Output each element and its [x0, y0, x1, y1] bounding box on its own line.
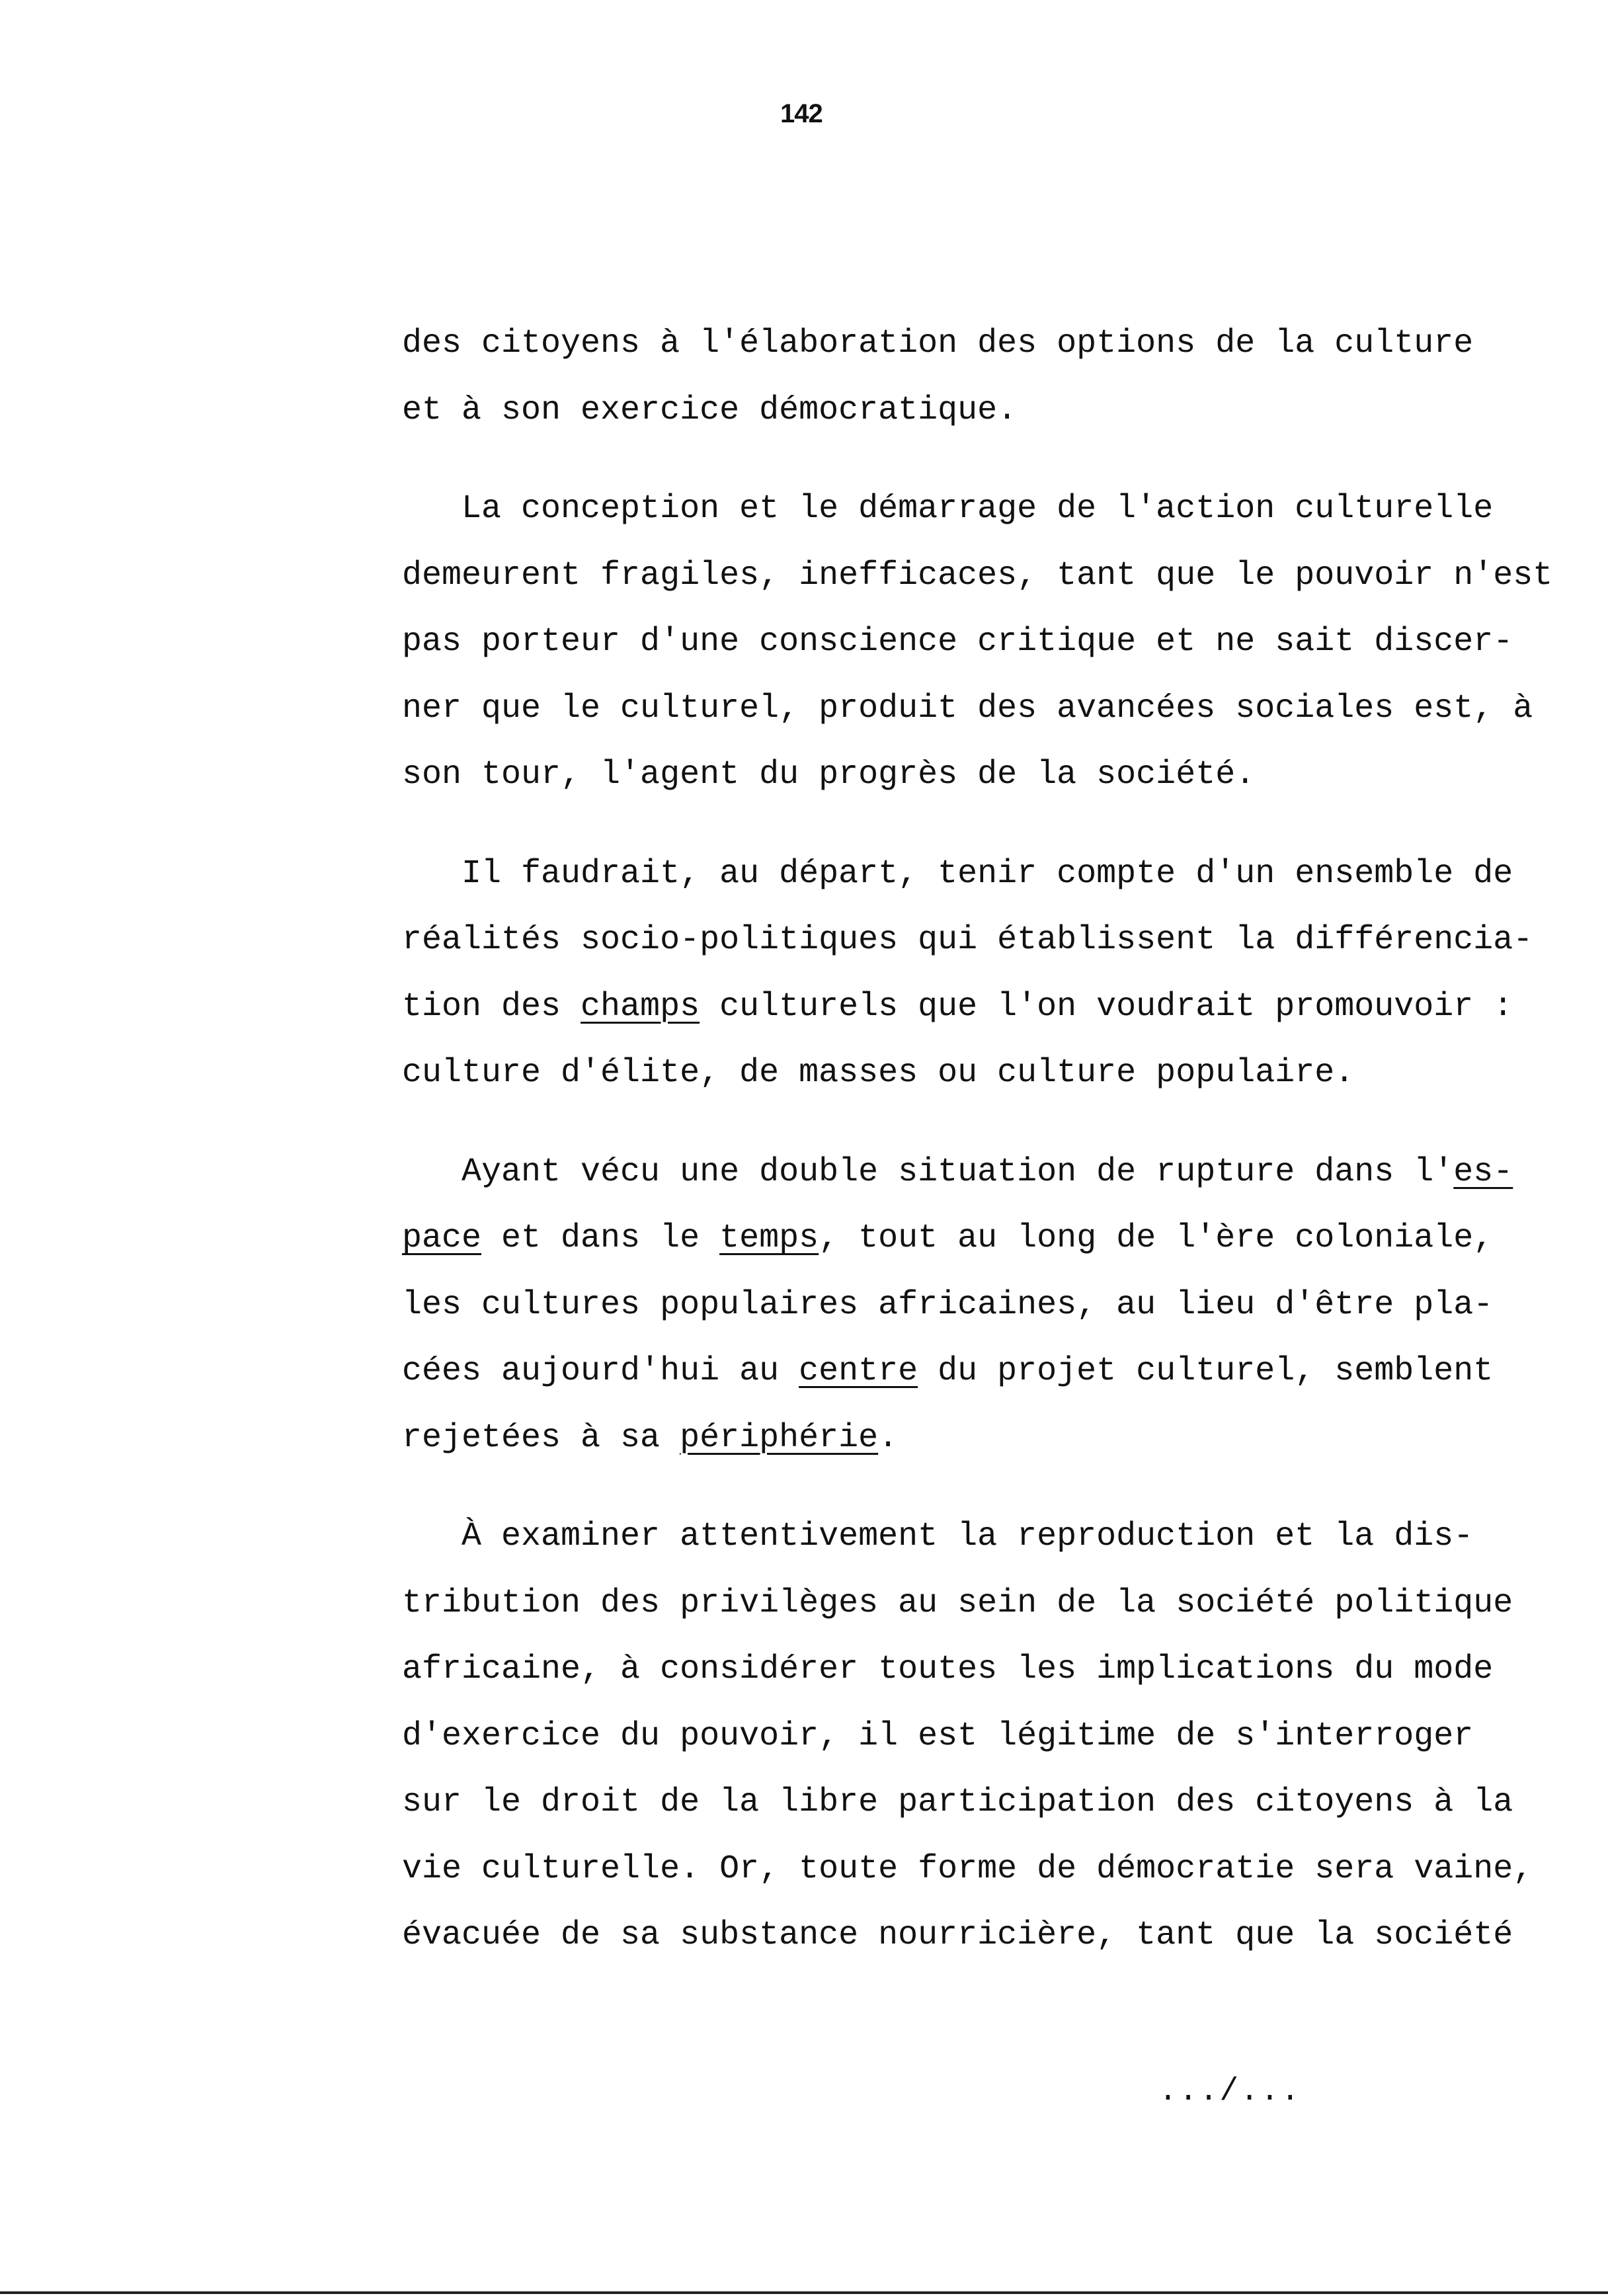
- text-line: [402, 1504, 1552, 1571]
- text-line: [402, 1040, 1552, 1107]
- text-line: [402, 1637, 1552, 1703]
- text-segment: sur le droit de la libre participation des citoyens à la: [402, 1784, 1513, 1821]
- paragraph: [402, 841, 1552, 1107]
- text-line: [402, 676, 1552, 743]
- page-number: 142: [780, 99, 823, 128]
- text-segment: des citoyens à l'élaboration des options de la culture: [402, 325, 1474, 362]
- underlined-word: champs: [581, 987, 700, 1026]
- text-line: [402, 1272, 1552, 1339]
- text-line: [402, 907, 1552, 974]
- text-segment: La conception et le démarrage de l'action culturelle: [402, 490, 1494, 528]
- text-segment: ner que le culturel, produit des avancées sociales est, à: [402, 689, 1533, 727]
- text-line: [402, 1703, 1552, 1770]
- text-segment: d'exercice du pouvoir, il est légitime de s'interroger: [402, 1717, 1474, 1755]
- paragraph: [402, 1139, 1552, 1472]
- text-segment: réalités socio-politiques qui établissent la différencia-: [402, 921, 1533, 959]
- text-segment: À examiner attentivement la reproduction et la dis-: [402, 1518, 1474, 1555]
- text-line: [402, 1206, 1552, 1272]
- text-line: [402, 742, 1552, 809]
- text-segment: les cultures populaires africaines, au lieu d'être pla-: [402, 1286, 1494, 1324]
- text-segment: cées aujourd'hui au: [402, 1352, 799, 1390]
- paragraph: [402, 1504, 1552, 1969]
- text-segment: évacuée de sa substance nourricière, tant que la société: [402, 1916, 1513, 1954]
- text-line: [402, 974, 1552, 1041]
- text-segment: culturels que l'on voudrait promouvoir :: [700, 987, 1513, 1026]
- text-segment: Ayant vécu une double situation de rupture dans l': [402, 1153, 1454, 1191]
- text-segment: africaine, à considérer toutes les implications du mode: [402, 1651, 1494, 1688]
- text-line: [402, 543, 1552, 610]
- underlined-word: temps: [719, 1219, 819, 1257]
- text-line: [402, 1139, 1552, 1206]
- text-segment: et à son exercice démocratique.: [402, 391, 1018, 429]
- paragraph: [402, 476, 1552, 809]
- text-segment: vie culturelle. Or, toute forme de démocratie sera vaine,: [402, 1850, 1533, 1888]
- underlined-word: es-: [1453, 1153, 1513, 1191]
- page-bottom-rule: [0, 2291, 1608, 2294]
- text-line: [402, 378, 1552, 444]
- text-segment: , tout au long de l'ère coloniale,: [819, 1219, 1494, 1257]
- text-segment: et dans le: [481, 1219, 720, 1257]
- text-line: [402, 1770, 1552, 1836]
- text-segment: demeurent fragiles, inefficaces, tant que le pouvoir n'est: [402, 556, 1553, 594]
- text-segment: son tour, l'agent du progrès de la société.: [402, 756, 1256, 794]
- body-text: [402, 311, 1552, 2002]
- text-segment: .: [878, 1418, 899, 1457]
- text-line: [402, 476, 1552, 543]
- text-line: [402, 1836, 1552, 1903]
- paragraph: [402, 311, 1552, 444]
- text-segment: tion des: [402, 987, 581, 1026]
- text-segment: pas porteur d'une conscience critique et ne sait discer-: [402, 623, 1513, 661]
- text-segment: culture d'élite, de masses ou culture populaire.: [402, 1054, 1355, 1092]
- text-line: [402, 609, 1552, 676]
- underlined-word: périphérie: [680, 1418, 879, 1457]
- text-line: [402, 311, 1552, 378]
- text-line: [402, 841, 1552, 908]
- text-segment: Il faudrait, au départ, tenir compte d'un ensemble de: [402, 854, 1513, 893]
- text-line: [402, 1903, 1552, 1969]
- text-segment: tribution des privilèges au sein de la société politique: [402, 1584, 1513, 1622]
- underlined-word: pace: [402, 1219, 482, 1257]
- text-segment: rejetées à sa: [402, 1418, 680, 1457]
- text-segment: du projet culturel, semblent: [918, 1352, 1494, 1390]
- text-line: [402, 1338, 1552, 1405]
- continuation-marker: .../...: [1158, 2074, 1301, 2110]
- text-line: [402, 1571, 1552, 1637]
- text-line: [402, 1405, 1552, 1472]
- underlined-word: centre: [799, 1352, 918, 1390]
